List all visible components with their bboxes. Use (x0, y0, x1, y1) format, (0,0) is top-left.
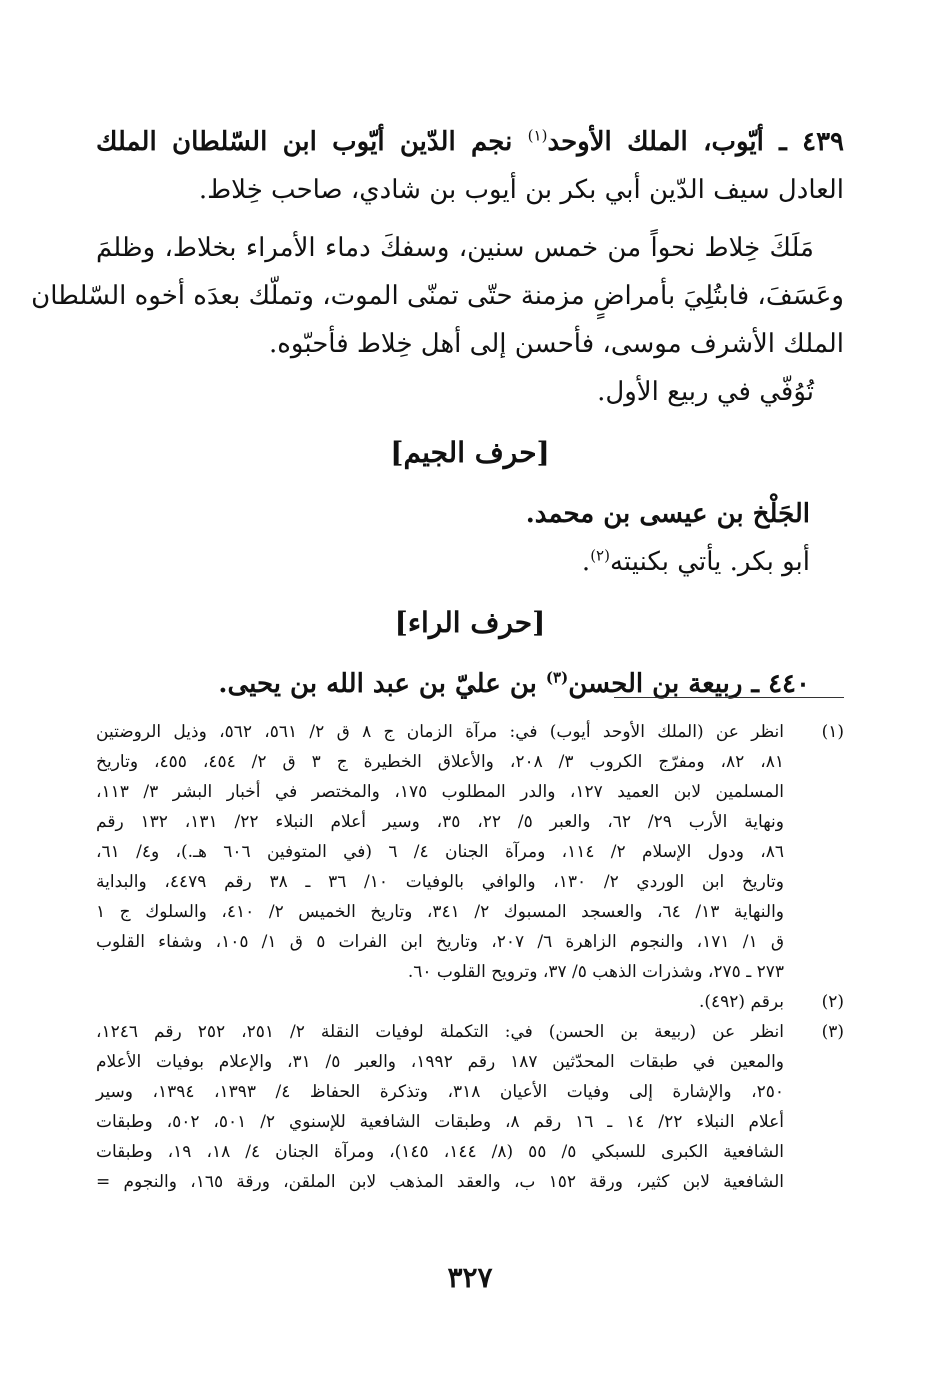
footnote-line: ونهاية الأرب ٢٩/ ٦٢، والعبر ٥/ ٢٢، ٣٥، وسير أعلام النبلاء ٢٢/ ١٣١، ١٣٢ رقم (96, 812, 784, 832)
footnote-separator (614, 697, 844, 698)
footnote-line: المسلمين لابن العميد ١٢٧، والدر المطلوب ١٧٥، والمختصر في أخبار البشر ٣/ ١١٣، (96, 782, 784, 802)
footnote-3 (96, 1017, 844, 1197)
entry-440-title-rest: بن عليّ بن عبد الله بن يحيى. (218, 669, 546, 699)
entry-jalkh-line-2 (96, 538, 844, 586)
footnote-line: انظر عن (ربيعة بن الحسن) في: التكملة لوفيات النقلة ٢/ ٢٥١، ٢٥٢ رقم ١٢٤٦، (96, 1022, 784, 1042)
entry-440-title-prefix: ٤٤٠ ـ ربيعة بن الحسن (568, 669, 810, 699)
section-heading-jim: [حرف الجيم] (390, 436, 550, 469)
entry-439-title-rest: نجم الدّين أيّوب ابن السّلطان الملك (96, 127, 528, 157)
footnote-ref-2: (٢) (590, 546, 610, 565)
entry-439-para-line-2: وعَسَفَ، فابتُلِيَ بأمراضٍ مزمنة حتّى تمنّى الموت، وتملّك بعدَه أخوه السّلطان (31, 281, 844, 311)
footnote-marker: (٣) (821, 1022, 844, 1042)
footnote-line: ٨١، ٨٢، ومفرّج الكروب ٣/ ٢٠٨، والأعلاق الخطيرة ج ٣ ق ٢/ ٤٥٤، ٤٥٥، وتاريخ (96, 752, 784, 772)
footnote-line: برقم (٤٩٢). (698, 992, 784, 1012)
entry-440-title-line (96, 660, 844, 708)
entry-439-para-line-1: مَلَكَ خِلاط نحواً من خمس سنين، وسفكَ دماء الأمراء بخلاط، وظلمَ (96, 233, 814, 263)
footnote-line: ٢٧٣ ـ ٢٧٥، وشذرات الذهب ٥/ ٣٧، وترويح القلوب ٦٠. (407, 962, 784, 982)
footnote-marker: (١) (821, 722, 844, 742)
entry-439-death-line: تُوُفّي في ربيع الأول. (597, 377, 814, 407)
footnote-2 (96, 987, 844, 1017)
main-text (31, 118, 845, 708)
page-number: ٣٢٧ (447, 1261, 493, 1294)
footnote-line: الشافعية لابن كثير، ورقة ١٥٢ ب، والعقد المذهب لابن الملقن، ورقة ١٦٥، والنجوم = (96, 1172, 784, 1192)
footnote-line: أعلام النبلاء ٢٢/ ١٤ ـ ١٦ رقم ٨، وطبقات الشافعية للإسنوي ٢/ ٥٠١، ٥٠٢، وطبقات (96, 1112, 784, 1132)
footnote-marker: (٢) (821, 992, 844, 1012)
footnote-line: ق ١/ ١٧١، والنجوم الزاهرة ٦/ ٢٠٧، وتاريخ ابن الفرات ٥ ق ١/ ١٠٥، وشفاء القلوب (96, 932, 785, 952)
footnote-line: والمعين في طبقات المحدّثين ١٨٧ رقم ١٩٩٢، والعبر ٥/ ٣١، والإعلام بوفيات الأعلام (96, 1052, 784, 1072)
footnote-line: والنهاية ١٣/ ٦٤، والعسجد المسبوك ٢/ ٣٤١، وتاريخ الخميس ٢/ ٤١٠، والسلوك ج ١ (96, 902, 785, 922)
footnote-1 (96, 717, 844, 987)
footnote-line: الشافعية الكبرى للسبكي ٥/ ٥٥ (٨/ ١٤٤، ١٤٥)، ومرآة الجنان ٤/ ١٨، ١٩، وطبقات (96, 1142, 784, 1162)
entry-439-para-line-3: الملك الأشرف موسى، فأحسن إلى أهل خِلاط فأحبّوه. (269, 329, 844, 359)
footnotes (96, 717, 844, 1197)
spacer (96, 586, 844, 596)
section-heading-ra: [حرف الراء] (394, 606, 546, 639)
entry-439-title-prefix: ٤٣٩ ـ أيّوب، الملك الأوحد (547, 127, 845, 157)
spacer (96, 416, 844, 426)
footnote-line: ٨٦، ودول الإسلام ٢/ ١١٤، ومرآة الجنان ٤/ ٦ (في المتوفين ٦٠٦ هـ.)، و٤/ ٦١، (96, 842, 785, 862)
spacer (96, 480, 844, 490)
footnote-line: وتاريخ ابن الوردي ٢/ ١٣٠، والوافي بالوفيات ١٠/ ٣٦ ـ ٣٨ رقم ٤٤٧٩، والبداية (96, 872, 784, 892)
entry-439-line-2: العادل سيف الدّين أبي بكر بن أيوب بن شادي، صاحب خِلاط. (198, 175, 844, 205)
spacer (96, 214, 844, 224)
entry-jalkh-line-2-text: أبو بكر. يأتي بكنيته (609, 547, 810, 577)
entry-439-title-line (96, 118, 844, 166)
footnote-line: انظر عن (الملك الأوحد أيوب) في: مرآة الزمان ج ٨ ق ٢/ ٥٦١، ٥٦٢، وذيل الروضتين (96, 722, 785, 742)
entry-jalkh-name: الجَلْخ بن عيسى بن محمد. (525, 499, 810, 529)
spacer (96, 650, 844, 660)
entry-jalkh-line-2-suffix: . (581, 547, 591, 577)
footnote-ref-1: (١) (527, 126, 548, 145)
footnote-line: ٢٥٠، والإشارة إلى وفيات الأعيان ٣١٨، وتذكرة الحفاظ ٤/ ١٣٩٣، ١٣٩٤، وسير (96, 1082, 784, 1102)
footnote-ref-3: (٣) (545, 668, 569, 687)
